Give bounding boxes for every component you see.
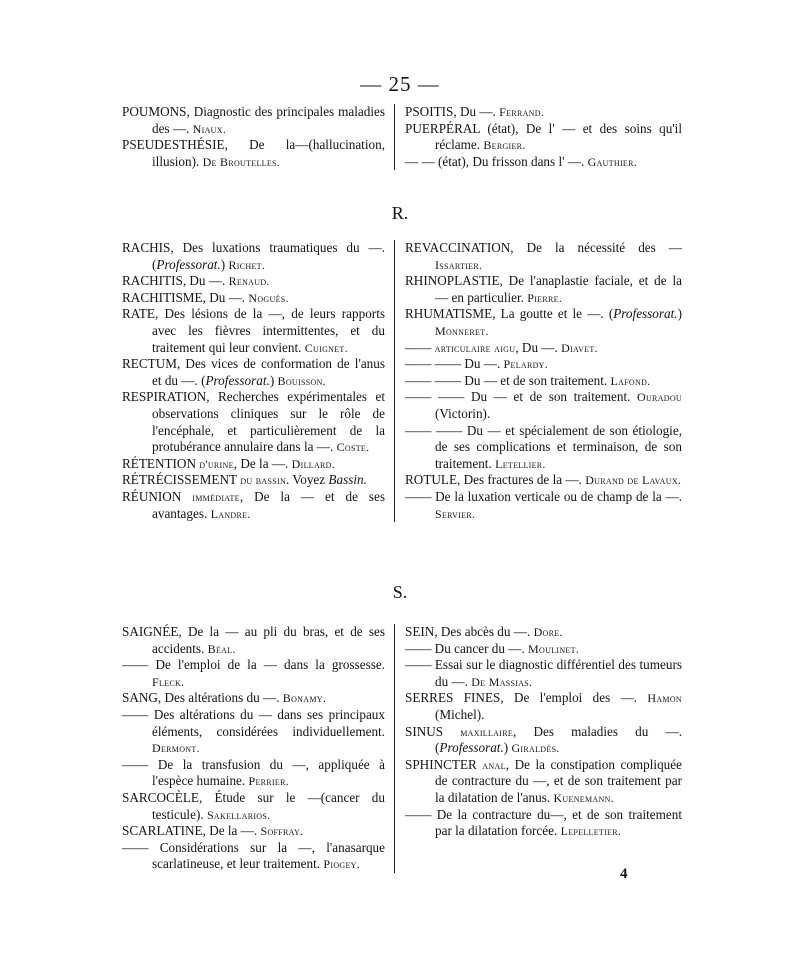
entry-author-forename: (Michel). xyxy=(435,706,485,722)
section-r xyxy=(122,240,682,522)
index-entry xyxy=(122,624,385,657)
entry-description: , Du —. xyxy=(182,273,229,289)
entry-heading: PUERPÉRAL xyxy=(405,120,480,136)
index-entry xyxy=(122,137,385,170)
index-entry xyxy=(405,690,682,723)
entry-author: Ouradou xyxy=(637,390,683,405)
index-entry xyxy=(122,290,385,307)
entry-author: Soffray. xyxy=(260,824,304,839)
entry-description: Du — et spécialement de son étiologie, de ses complications et terminaison, de son traitement. xyxy=(435,422,682,471)
entry-heading: RECTUM xyxy=(122,356,177,372)
entry-author: Niaux. xyxy=(192,121,227,136)
entry-heading: RACHIS xyxy=(122,240,171,255)
entry-italic-note: Bassin. xyxy=(328,472,367,488)
index-entry xyxy=(122,690,385,707)
entry-heading: —— —— xyxy=(405,422,463,438)
entry-heading: —— xyxy=(122,756,149,772)
index-entry xyxy=(405,641,682,658)
entry-heading: SANG xyxy=(122,690,158,706)
entry-description: Considérations sur la —, l'anasarque scarlatineuse, et leur traitement. xyxy=(148,839,385,872)
entry-author: Piogey. xyxy=(323,857,361,872)
index-entry xyxy=(405,104,682,121)
entry-description: (état), De l' — et des soins qu'il réclame. xyxy=(435,120,682,153)
index-entry xyxy=(405,472,682,489)
entry-qualifier: anal xyxy=(476,757,506,772)
entry-heading: RHINOPLASTIE xyxy=(405,273,500,289)
entry-author: Bergier. xyxy=(483,138,526,153)
index-entry xyxy=(405,356,682,373)
index-entry xyxy=(122,306,385,356)
entry-description: , De la constipation compliquée de contracture du —, et de son traitement par la dilatation de l'anus. xyxy=(435,756,682,805)
entry-description: De la contracture du—, et de son traitement par la dilatation forcée. xyxy=(431,806,682,839)
entry-description-tail: ) xyxy=(503,740,512,756)
left-column xyxy=(122,624,394,873)
index-entry xyxy=(405,423,682,473)
entry-author: Pelardy. xyxy=(503,357,549,372)
entry-description: De l'emploi de la — dans la grossesse. xyxy=(148,657,385,673)
entry-author: Gauthier. xyxy=(587,154,638,169)
entry-heading: SCARLATINE xyxy=(122,823,203,839)
entry-heading: —— xyxy=(122,657,149,673)
entry-author-forename: (Victorin). xyxy=(435,405,491,421)
entry-description: , De la —. xyxy=(233,455,292,471)
entry-author: Monneret. xyxy=(435,323,489,338)
entry-description: Du — et de son traitement. xyxy=(461,372,611,388)
section-letter-s: S. xyxy=(392,582,408,602)
entry-description: , Recherches expérimentales et observations cliniques sur le rôle de l'encéphale, et particulièrement de la protubérance annulaire dans la —. xyxy=(152,389,385,455)
entry-description: , Des fractures de la —. xyxy=(457,472,586,488)
entry-author: Fleck. xyxy=(152,674,185,689)
entry-heading: SARCOCÈLE xyxy=(122,789,199,805)
right-column xyxy=(394,624,682,873)
entry-description: , Des altérations du —. xyxy=(157,690,283,706)
index-entry xyxy=(405,489,682,522)
index-entry xyxy=(405,624,682,641)
entry-description: Du — et de son traitement. xyxy=(464,389,638,405)
entry-author: Lepelletier. xyxy=(560,824,622,839)
entry-author: Béal. xyxy=(207,641,236,656)
index-entry xyxy=(122,707,385,757)
entry-author: Coste. xyxy=(336,440,370,455)
entry-author: Giraldès. xyxy=(511,741,560,756)
index-entry xyxy=(405,240,682,273)
entry-heading: RÉUNION xyxy=(122,488,182,504)
entry-description: , Des luxations traumatiques du —. ( xyxy=(152,240,385,272)
index-entry xyxy=(122,273,385,290)
entry-heading: —— —— xyxy=(405,372,462,388)
entry-heading: REVACCINATION xyxy=(405,240,511,255)
entry-author: Cuignet. xyxy=(304,340,348,355)
entry-author: Renaud. xyxy=(228,274,270,289)
entry-qualifier: d'urine xyxy=(195,456,234,471)
entry-heading: —— xyxy=(405,806,432,822)
index-entry xyxy=(405,807,682,840)
entry-description: Des altérations du — dans ses principaux éléments, considérées individuellement. xyxy=(148,706,385,739)
entry-heading: PSOITIS xyxy=(405,104,454,119)
index-entry xyxy=(405,657,682,690)
entry-description: Du cancer du —. xyxy=(431,640,529,656)
entry-heading: —— xyxy=(405,339,432,355)
entry-description: , De l'anaplastie faciale, et de la — en particulier. xyxy=(435,273,682,305)
entry-heading: SEIN xyxy=(405,624,435,639)
entry-author: Dermont. xyxy=(152,741,200,756)
entry-italic-note: Professorat. xyxy=(439,740,504,756)
entry-description: Essai sur le diagnostic différentiel des tumeurs du —. xyxy=(431,657,682,689)
entry-description: , Du —. xyxy=(515,339,562,355)
index-entry xyxy=(405,306,682,339)
entry-description-tail: ) xyxy=(677,306,682,322)
entry-description: , De la nécessité des — xyxy=(510,240,682,255)
entry-author: Pierre. xyxy=(527,290,563,305)
entry-author: De Massias. xyxy=(471,674,533,689)
index-entry xyxy=(122,472,385,489)
entry-author: Durand de Lavaux. xyxy=(585,473,682,488)
entry-qualifier: articulaire aigu xyxy=(431,340,516,355)
entry-heading: —— —— xyxy=(405,356,462,372)
index-entry xyxy=(405,757,682,807)
entry-heading: — — xyxy=(405,153,435,169)
entry-description: , La goutte et le —. ( xyxy=(492,306,614,322)
entry-heading: RESPIRATION xyxy=(122,389,207,405)
entry-description: , Des vices de conformation de l'anus et du —. ( xyxy=(152,356,385,388)
section-s xyxy=(122,624,682,873)
entry-description-tail: ) xyxy=(220,256,229,272)
index-entry xyxy=(405,154,682,171)
entry-author: Sakellarios. xyxy=(206,807,271,822)
entry-heading: RHUMATISME xyxy=(405,306,493,322)
entry-author: Diavet. xyxy=(561,340,598,355)
entry-description-tail: ) xyxy=(269,372,278,388)
entry-author: Nogués. xyxy=(248,290,289,305)
entry-author: Letellier. xyxy=(495,456,546,471)
index-entry xyxy=(122,240,385,273)
entry-qualifier: du bassin xyxy=(237,473,287,488)
index-entry xyxy=(122,104,385,137)
entry-description: , De la — et de ses avantages. xyxy=(152,488,385,521)
entry-description: , De la —. xyxy=(202,823,261,839)
entry-author: Ferrand. xyxy=(499,105,545,119)
entry-heading: POUMONS xyxy=(122,104,187,119)
index-entry xyxy=(122,356,385,389)
entry-author: Bonamy. xyxy=(282,691,327,706)
entry-heading: —— xyxy=(405,640,432,656)
section-p xyxy=(122,104,682,170)
index-entry xyxy=(405,121,682,154)
entry-author: Dore. xyxy=(533,625,563,639)
index-entry xyxy=(122,790,385,823)
entry-heading: RÉTENTION xyxy=(122,455,196,471)
entry-author: Hamon xyxy=(647,691,682,706)
section-letter-r: R. xyxy=(391,203,409,223)
entry-author: Moulinet. xyxy=(528,641,580,656)
entry-heading: SERRES FINES xyxy=(405,690,501,706)
entry-heading: RATE xyxy=(122,306,155,322)
entry-author: Servier. xyxy=(435,506,476,521)
entry-description: , Des maladies du —. ( xyxy=(435,723,682,756)
entry-description: , De la — au pli du bras, et de ses accidents. xyxy=(152,624,385,656)
entry-author: Richet. xyxy=(228,257,266,272)
entry-heading: ROTULE xyxy=(405,472,458,488)
entry-italic-note: Professorat. xyxy=(613,306,678,322)
entry-heading: SINUS xyxy=(405,723,444,739)
entry-author: Kuenemann. xyxy=(553,790,614,805)
index-entry xyxy=(122,840,385,873)
entry-description: De la transfusion du —, appliquée à l'espèce humaine. xyxy=(148,756,385,789)
entry-description: , Des abcès du —. xyxy=(434,624,534,639)
signature-mark: 4 xyxy=(620,866,628,882)
entry-author: Landre. xyxy=(210,506,251,521)
entry-description: Du —. xyxy=(461,356,504,372)
entry-author: Lafond. xyxy=(610,373,651,388)
left-column xyxy=(122,240,394,522)
entry-heading: PSEUDESTHÉSIE xyxy=(122,137,225,153)
entry-description: , De l'emploi des —. xyxy=(500,690,648,706)
index-entry xyxy=(405,273,682,306)
entry-author: De Broutelles. xyxy=(202,154,281,169)
left-column xyxy=(122,104,394,170)
entry-qualifier: maxillaire xyxy=(443,724,514,739)
entry-italic-note: Professorat. xyxy=(156,256,221,272)
index-entry xyxy=(405,373,682,390)
entry-italic-note: Professorat. xyxy=(205,372,270,388)
entry-heading: —— xyxy=(405,657,432,673)
entry-description: (état), Du frisson dans l' —. xyxy=(434,153,588,169)
entry-heading: —— xyxy=(405,488,432,504)
index-entry xyxy=(405,724,682,757)
index-entry xyxy=(122,489,385,522)
index-entry xyxy=(122,823,385,840)
index-entry xyxy=(122,657,385,690)
entry-heading: RACHITIS xyxy=(122,273,183,289)
entry-description: , Du —. xyxy=(202,289,249,305)
index-entry xyxy=(405,389,682,422)
entry-author: Bouisson. xyxy=(277,373,326,388)
right-column xyxy=(394,240,682,522)
entry-description: , De la—(hallucination, illusion). xyxy=(152,137,385,169)
entry-heading: SAIGNÉE xyxy=(122,624,179,639)
entry-heading: —— xyxy=(122,839,149,855)
entry-description: , Étude sur le —(cancer du testicule). xyxy=(152,789,385,822)
index-entry xyxy=(122,389,385,455)
index-entry xyxy=(405,340,682,357)
page-number: — 25 — xyxy=(360,72,440,96)
entry-author: Issartier. xyxy=(435,257,483,272)
entry-qualifier: immédiate xyxy=(181,489,240,504)
entry-description: , Des lésions de la —, de leurs rapports avec les fièvres intermittentes, et du traitement qui leur convient. xyxy=(152,306,385,355)
entry-heading: RÉTRÉCISSEMENT xyxy=(122,472,238,488)
right-column xyxy=(394,104,682,170)
entry-heading: —— xyxy=(122,706,149,722)
index-entry xyxy=(122,456,385,473)
index-entry xyxy=(122,757,385,790)
entry-author: Perrier. xyxy=(248,774,290,789)
entry-description: . Voyez xyxy=(286,472,329,488)
entry-heading: —— —— xyxy=(405,389,465,405)
entry-author: Dillard. xyxy=(291,456,336,471)
entry-heading: RACHITISME xyxy=(122,289,203,305)
entry-description: De la luxation verticale ou de champ de la —. xyxy=(431,488,682,504)
entry-heading: SPHINCTER xyxy=(405,756,477,772)
entry-description: , Diagnostic des principales maladies des —. xyxy=(152,104,385,136)
entry-description: , Du —. xyxy=(453,104,500,119)
